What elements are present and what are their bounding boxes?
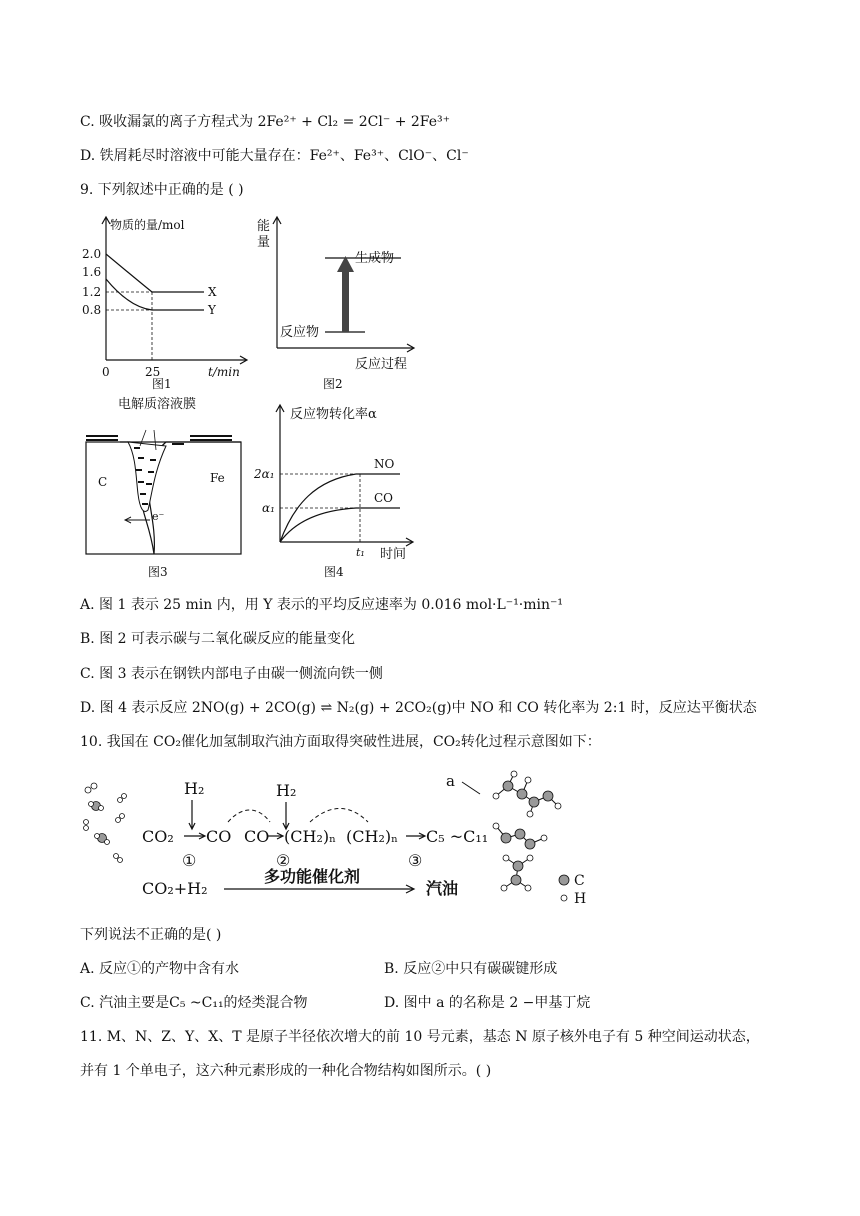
fig2-xlabel: 反应过程 — [355, 357, 408, 372]
q10-step-1: ① — [182, 851, 197, 870]
q9-option-c: C. 图 3 表示在钢铁内部电子由碳一侧流向铁一侧 — [80, 666, 383, 682]
fig2-energy-arrow — [342, 270, 349, 332]
fig2-product: 生成物 — [355, 251, 395, 266]
fig1-ytick: 1.6 — [82, 265, 102, 279]
q10-diagram — [78, 766, 598, 918]
figure-4 — [252, 400, 427, 582]
figure-3 — [80, 390, 260, 582]
q10-step-2: ② — [276, 851, 291, 870]
q10-option-c: C. 汽油主要是C₅ ~C₁₁的烃类混合物 — [80, 995, 308, 1011]
q10-co2: CO₂ — [142, 827, 174, 846]
fig4-t1: t₁ — [356, 546, 365, 559]
q10-option-a: A. 反应①的产物中含有水 — [80, 961, 240, 977]
fig1-curve-y-label: Y — [208, 303, 216, 317]
q10-ch2n-a: (CH₂)ₙ — [284, 827, 337, 846]
figure-1 — [80, 212, 255, 392]
fig4-co-label: CO — [374, 491, 394, 505]
fig2-reactant: 反应物 — [280, 325, 320, 340]
fig4-caption: 图4 — [324, 565, 344, 579]
fig2-ylabel-1: 能 — [257, 219, 271, 234]
q10-reactants: CO₂+H₂ — [142, 879, 208, 898]
q10-option-d: D. 图中 a 的名称是 2 −甲基丁烷 — [384, 995, 591, 1011]
q11-line-2: 并有 1 个单电子，这六种元素形成的一种化合物结构如图所示。( ) — [80, 1063, 492, 1079]
fig4-no-label: NO — [374, 457, 395, 471]
fig3-film-label: 电解质溶液膜 — [118, 397, 197, 412]
q10-h2-a: H₂ — [184, 779, 205, 798]
fig3-electron-label: e⁻ — [152, 510, 165, 523]
q10-prompt: 下列说法不正确的是( ) — [80, 927, 222, 943]
fig4-xlabel: 时间 — [380, 547, 407, 562]
fig1-ytick: 2.0 — [82, 247, 102, 261]
q10-co-b: CO — [244, 827, 270, 846]
legend-hydrogen-swatch — [561, 895, 567, 901]
fig1-ytick: 0.8 — [82, 303, 102, 317]
q10-co: CO — [206, 827, 232, 846]
q10-gasoline: 汽油 — [426, 879, 459, 898]
fig3-carbon-label: C — [98, 475, 108, 489]
fig4-y-low: α₁ — [262, 501, 275, 515]
fig1-ytick: 1.2 — [82, 285, 102, 299]
q9-option-b: B. 图 2 可表示碳与二氧化碳反应的能量变化 — [80, 631, 355, 647]
q8-option-d: D. 铁屑耗尽时溶液中可能大量存在：Fe²⁺、Fe³⁺、ClO⁻、Cl⁻ — [80, 148, 469, 164]
fig2-ylabel-2: 量 — [257, 235, 271, 250]
q8-option-c: C. 吸收漏氯的离子方程式为 2Fe²⁺ + Cl₂ = 2Cl⁻ + 2Fe³⁺ — [80, 114, 451, 130]
q10-stem: 10. 我国在 CO₂催化加氢制取汽油方面取得突破性进展，CO₂转化过程示意图如下： — [80, 734, 601, 750]
q10-ch2n-b: (CH₂)ₙ — [346, 827, 399, 846]
q10-step-3: ③ — [408, 851, 423, 870]
q10-h2-b: H₂ — [276, 781, 297, 800]
q10-option-b: B. 反应②中只有碳碳键形成 — [384, 961, 558, 977]
fig2-caption: 图2 — [323, 377, 343, 391]
q9-option-a: A. 图 1 表示 25 min 内，用 Y 表示的平均反应速率为 0.016 mol·L⁻¹·min⁻¹ — [80, 597, 564, 613]
q9-option-d: D. 图 4 表示反应 2NO(g) + 2CO(g) ⇌ N₂(g) + 2CO₂(g)中 NO 和 CO 转化率为 2:1 时，反应达平衡状态 — [80, 700, 757, 716]
fig4-y-high: 2α₁ — [254, 467, 275, 481]
q10-label-a: a — [446, 772, 455, 790]
fig1-xtick: 25 — [145, 365, 161, 379]
fig1-curve-x-label: X — [208, 285, 217, 299]
fig3-iron-label: Fe — [210, 471, 225, 485]
fig1-xtick: 0 — [102, 365, 110, 379]
q9-stem: 9. 下列叙述中正确的是 ( ) — [80, 182, 244, 198]
fig1-ylabel: 物质的量/mol — [110, 218, 185, 232]
fig1-caption: 图1 — [152, 377, 172, 391]
q11-line-1: 11. M、N、Z、Y、X、T 是原子半径依次增大的前 10 号元素，基态 N 原子核外电子有 5 种空间运动状态， — [80, 1029, 760, 1045]
fig3-caption: 图3 — [148, 565, 168, 579]
fig4-ylabel: 反应物转化率α — [290, 407, 377, 422]
fig1-xlabel: t/min — [208, 365, 240, 379]
legend-carbon-label: C — [574, 873, 585, 889]
q10-catalyst: 多功能催化剂 — [264, 867, 361, 886]
legend-carbon-swatch — [559, 875, 569, 885]
figure-2 — [255, 212, 425, 392]
legend-hydrogen-label: H — [574, 891, 587, 907]
q10-c5-c11: C₅ ~C₁₁ — [426, 827, 489, 846]
